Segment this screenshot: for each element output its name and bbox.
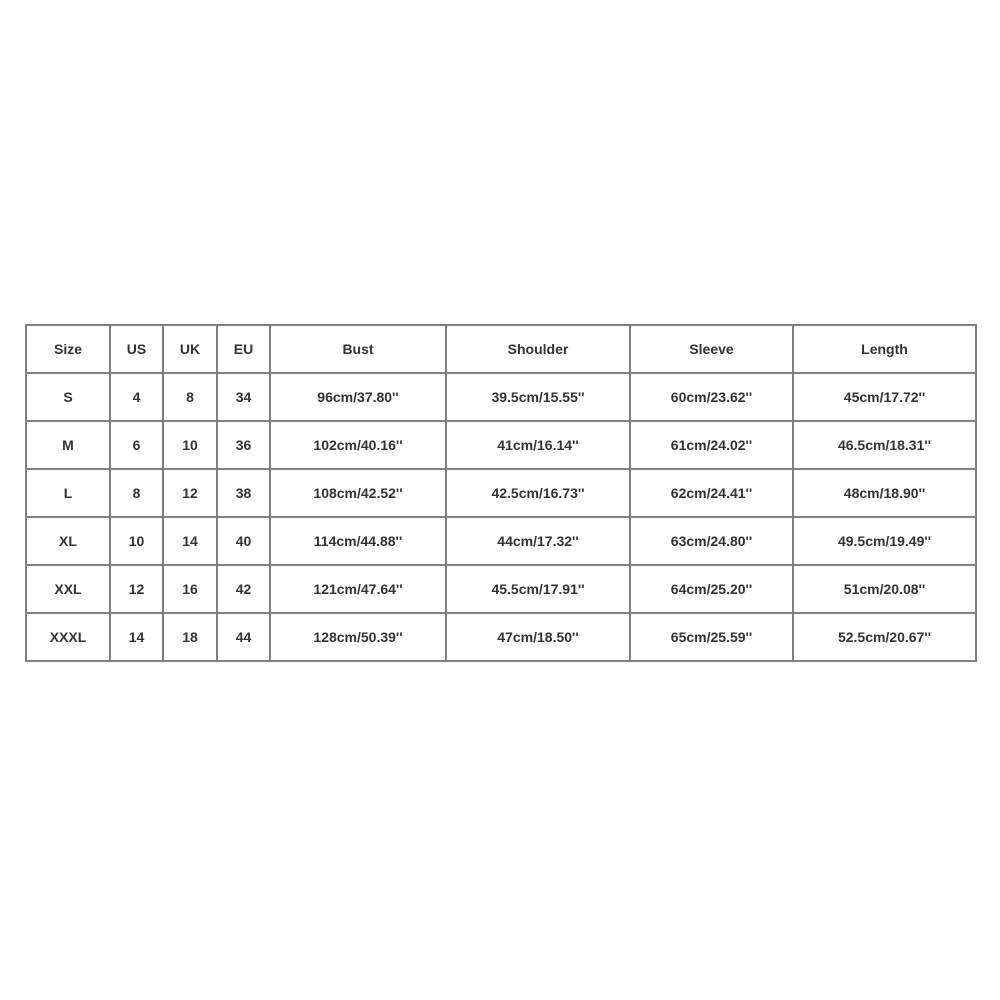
eu-cell: 44	[217, 613, 270, 661]
header-uk: UK	[163, 325, 217, 373]
bust-cell: 128cm/50.39''	[270, 613, 446, 661]
us-cell: 6	[110, 421, 163, 469]
shoulder-cell: 47cm/18.50''	[446, 613, 630, 661]
eu-cell: 38	[217, 469, 270, 517]
bust-cell: 108cm/42.52''	[270, 469, 446, 517]
table-row	[26, 613, 976, 661]
sleeve-cell: 61cm/24.02''	[630, 421, 793, 469]
us-cell: 8	[110, 469, 163, 517]
size-cell: XXL	[26, 565, 110, 613]
size-cell: XXXL	[26, 613, 110, 661]
bust-cell: 96cm/37.80''	[270, 373, 446, 421]
header-eu: EU	[217, 325, 270, 373]
header-row	[26, 325, 976, 373]
size-cell: L	[26, 469, 110, 517]
eu-cell: 42	[217, 565, 270, 613]
eu-cell: 34	[217, 373, 270, 421]
header-length: Length	[793, 325, 976, 373]
shoulder-cell: 41cm/16.14''	[446, 421, 630, 469]
uk-cell: 12	[163, 469, 217, 517]
shoulder-cell: 45.5cm/17.91''	[446, 565, 630, 613]
table-row	[26, 469, 976, 517]
uk-cell: 14	[163, 517, 217, 565]
size-cell: XL	[26, 517, 110, 565]
shoulder-cell: 42.5cm/16.73''	[446, 469, 630, 517]
us-cell: 10	[110, 517, 163, 565]
header-bust: Bust	[270, 325, 446, 373]
bust-cell: 121cm/47.64''	[270, 565, 446, 613]
uk-cell: 18	[163, 613, 217, 661]
header-us: US	[110, 325, 163, 373]
sleeve-cell: 64cm/25.20''	[630, 565, 793, 613]
sleeve-cell: 65cm/25.59''	[630, 613, 793, 661]
sleeve-cell: 62cm/24.41''	[630, 469, 793, 517]
length-cell: 52.5cm/20.67''	[793, 613, 976, 661]
header-size: Size	[26, 325, 110, 373]
us-cell: 4	[110, 373, 163, 421]
bust-cell: 114cm/44.88''	[270, 517, 446, 565]
table-row	[26, 517, 976, 565]
header-sleeve: Sleeve	[630, 325, 793, 373]
table-row	[26, 421, 976, 469]
shoulder-cell: 39.5cm/15.55''	[446, 373, 630, 421]
length-cell: 48cm/18.90''	[793, 469, 976, 517]
us-cell: 12	[110, 565, 163, 613]
uk-cell: 10	[163, 421, 217, 469]
size-chart-table	[25, 324, 977, 662]
sleeve-cell: 63cm/24.80''	[630, 517, 793, 565]
uk-cell: 8	[163, 373, 217, 421]
size-cell: M	[26, 421, 110, 469]
length-cell: 49.5cm/19.49''	[793, 517, 976, 565]
sleeve-cell: 60cm/23.62''	[630, 373, 793, 421]
us-cell: 14	[110, 613, 163, 661]
bust-cell: 102cm/40.16''	[270, 421, 446, 469]
eu-cell: 36	[217, 421, 270, 469]
table-row	[26, 565, 976, 613]
shoulder-cell: 44cm/17.32''	[446, 517, 630, 565]
header-shoulder: Shoulder	[446, 325, 630, 373]
length-cell: 51cm/20.08''	[793, 565, 976, 613]
length-cell: 45cm/17.72''	[793, 373, 976, 421]
table-row	[26, 373, 976, 421]
size-cell: S	[26, 373, 110, 421]
eu-cell: 40	[217, 517, 270, 565]
length-cell: 46.5cm/18.31''	[793, 421, 976, 469]
uk-cell: 16	[163, 565, 217, 613]
